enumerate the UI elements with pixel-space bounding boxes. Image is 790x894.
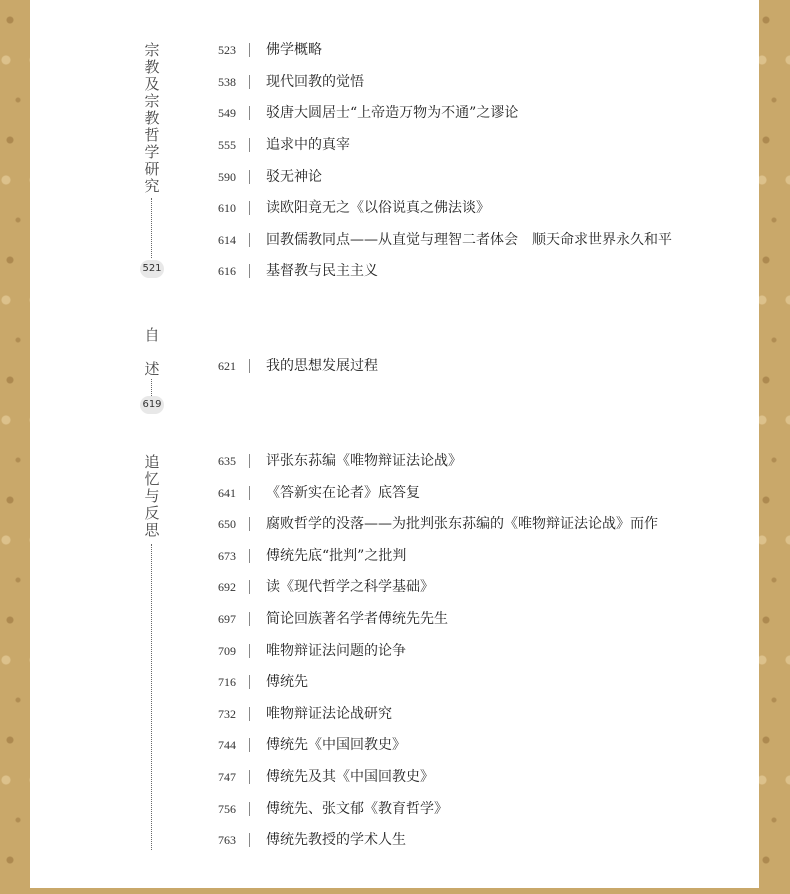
entry-title: 基督教与民主主义 [266,263,378,279]
entry-separator [249,580,250,594]
section-start-page: 521 [140,260,164,278]
title-char: 研 [144,160,160,178]
entry-separator [249,707,250,721]
title-char: 究 [144,177,160,195]
entry-title: 评张东荪编《唯物辩证法论战》 [266,453,462,469]
entry-page: 763 [218,833,236,847]
entry-page: 635 [218,454,236,468]
entry-title: 傅统先《中国回教史》 [266,737,406,753]
entry-title: 傅统先 [266,674,308,690]
section-title [138,454,166,539]
entry-separator [249,833,250,847]
title-char: 教 [144,109,160,127]
entry-separator [249,106,250,120]
entry-separator [249,802,250,816]
entry-separator [249,233,250,247]
entry-title: 追求中的真宰 [266,137,350,153]
entry-title: 傅统先底“批判”之批判 [266,548,407,564]
entry-separator [249,264,250,278]
section-divider-line [151,544,152,850]
entry-separator [249,75,250,89]
entry-title: 回教儒教同点——从直觉与理智二者体会 顺天命求世界永久和平 [266,232,672,248]
entry-title: 佛学概略 [266,42,322,58]
section-title [138,42,166,195]
entry-separator [249,486,250,500]
entry-page: 756 [218,802,236,816]
title-char: 及 [144,75,160,93]
entry-separator [249,43,250,57]
entry-page: 692 [218,580,236,594]
section-title [138,327,166,378]
entry-title: 简论回族著名学者傅统先先生 [266,611,448,627]
entry-page: 744 [218,738,236,752]
entry-page: 641 [218,486,236,500]
title-char: 哲 [144,126,160,144]
title-char: 宗 [144,41,160,59]
title-char: 追 [144,453,160,471]
title-char: 教 [144,58,160,76]
entry-page: 697 [218,612,236,626]
entry-title: 读欧阳竟无之《以俗说真之佛法谈》 [266,200,490,216]
entry-title: 驳唐大圆居士“上帝造万物为不通”之谬论 [266,105,519,121]
title-char: 思 [144,521,160,539]
section-divider-line [151,379,152,396]
title-char: 自 [144,326,160,344]
entry-page: 673 [218,549,236,563]
entry-page: 732 [218,707,236,721]
entry-title: 驳无神论 [266,169,322,185]
title-char: 宗 [144,92,160,110]
entry-page: 523 [218,43,236,57]
entry-page: 650 [218,517,236,531]
entry-title: 唯物辩证法论战研究 [266,706,392,722]
title-char: 学 [144,143,160,161]
entry-page: 549 [218,106,236,120]
entry-separator [249,612,250,626]
entry-title: 现代回教的觉悟 [266,74,364,90]
title-char: 反 [144,504,160,522]
entry-title: 唯物辩证法问题的论争 [266,643,406,659]
entry-page: 538 [218,75,236,89]
entry-page: 747 [218,770,236,784]
entry-separator [249,644,250,658]
entry-page: 614 [218,233,236,247]
entry-page: 590 [218,170,236,184]
entry-separator [249,359,250,373]
entry-page: 709 [218,644,236,658]
title-char: 忆 [144,470,160,488]
entry-page: 716 [218,675,236,689]
toc-page [30,0,759,888]
title-char: 与 [144,487,160,505]
entry-separator [249,454,250,468]
entry-separator [249,738,250,752]
entry-page: 610 [218,201,236,215]
entry-page: 621 [218,359,236,373]
entry-title: 腐败哲学的没落——为批判张东荪编的《唯物辩证法论战》而作 [266,516,658,532]
entry-separator [249,549,250,563]
entry-page: 616 [218,264,236,278]
entry-title: 读《现代哲学之科学基础》 [266,579,434,595]
section-divider-line [151,198,152,258]
entry-separator [249,138,250,152]
entry-title: 傅统先及其《中国回教史》 [266,769,434,785]
entry-title: 傅统先教授的学术人生 [266,832,406,848]
entry-separator [249,770,250,784]
entry-title: 我的思想发展过程 [266,358,378,374]
entry-title: 傅统先、张文郁《教育哲学》 [266,801,448,817]
section-start-page: 619 [140,396,164,414]
entry-separator [249,170,250,184]
entry-separator [249,517,250,531]
title-char: 述 [144,360,160,378]
entry-page: 555 [218,138,236,152]
entry-title: 《答新实在论者》底答复 [266,485,420,501]
entry-separator [249,675,250,689]
entry-separator [249,201,250,215]
